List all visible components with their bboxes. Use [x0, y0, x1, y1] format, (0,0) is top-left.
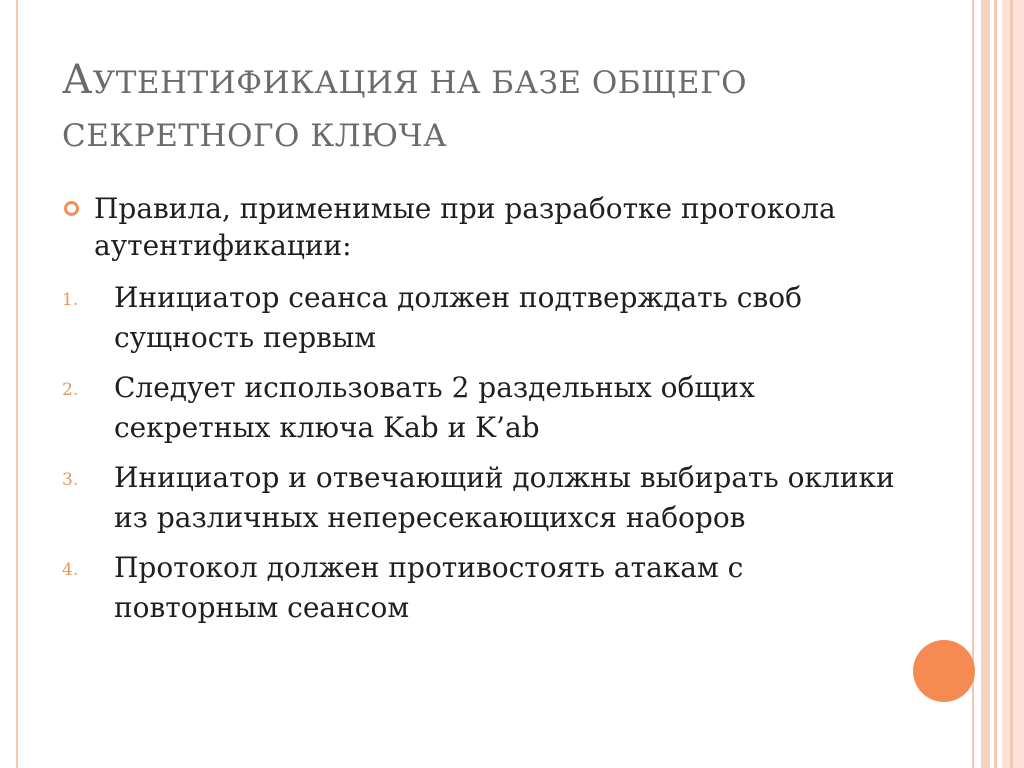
- list-item: [62, 278, 912, 358]
- decorative-stripe: [981, 0, 990, 768]
- title-initial: А: [62, 57, 93, 103]
- decorative-stripe: [994, 0, 997, 768]
- list-number: 3.: [62, 470, 79, 490]
- intro-bullet: [62, 190, 912, 264]
- slide-title: [62, 54, 922, 162]
- ring-bullet-icon: [64, 201, 79, 216]
- list-item: [62, 548, 912, 628]
- list-item-text: Протокол должен противостоять атакам с повторным сеансом: [114, 551, 744, 624]
- title-line-1: УТЕНТИФИКАЦИЯ НА БАЗЕ ОБЩЕГО: [92, 65, 748, 101]
- list-number: 1.: [62, 290, 79, 310]
- list-number: 4.: [62, 560, 79, 580]
- list-item-text: Следует использовать 2 раздельных общих секретных ключа Kab и K’ab: [114, 371, 755, 444]
- list-item: [62, 368, 912, 448]
- list-item-text: Инициатор сеанса должен подтверждать своб сущность первым: [114, 281, 802, 354]
- decorative-circle: [913, 640, 975, 702]
- slide-content: [62, 190, 912, 638]
- list-item: [62, 458, 912, 538]
- list-item-text: Инициатор и отвечающий должны выбирать оклики из различных непересекающихся наборов: [114, 461, 895, 534]
- decorative-stripe: [1002, 0, 1024, 768]
- title-line-2: СЕКРЕТНОГО КЛЮЧА: [62, 118, 448, 154]
- list-number: 2.: [62, 380, 79, 400]
- intro-text: Правила, применимые при разработке протокола аутентификации:: [94, 192, 836, 262]
- decorative-stripe: [1010, 0, 1013, 768]
